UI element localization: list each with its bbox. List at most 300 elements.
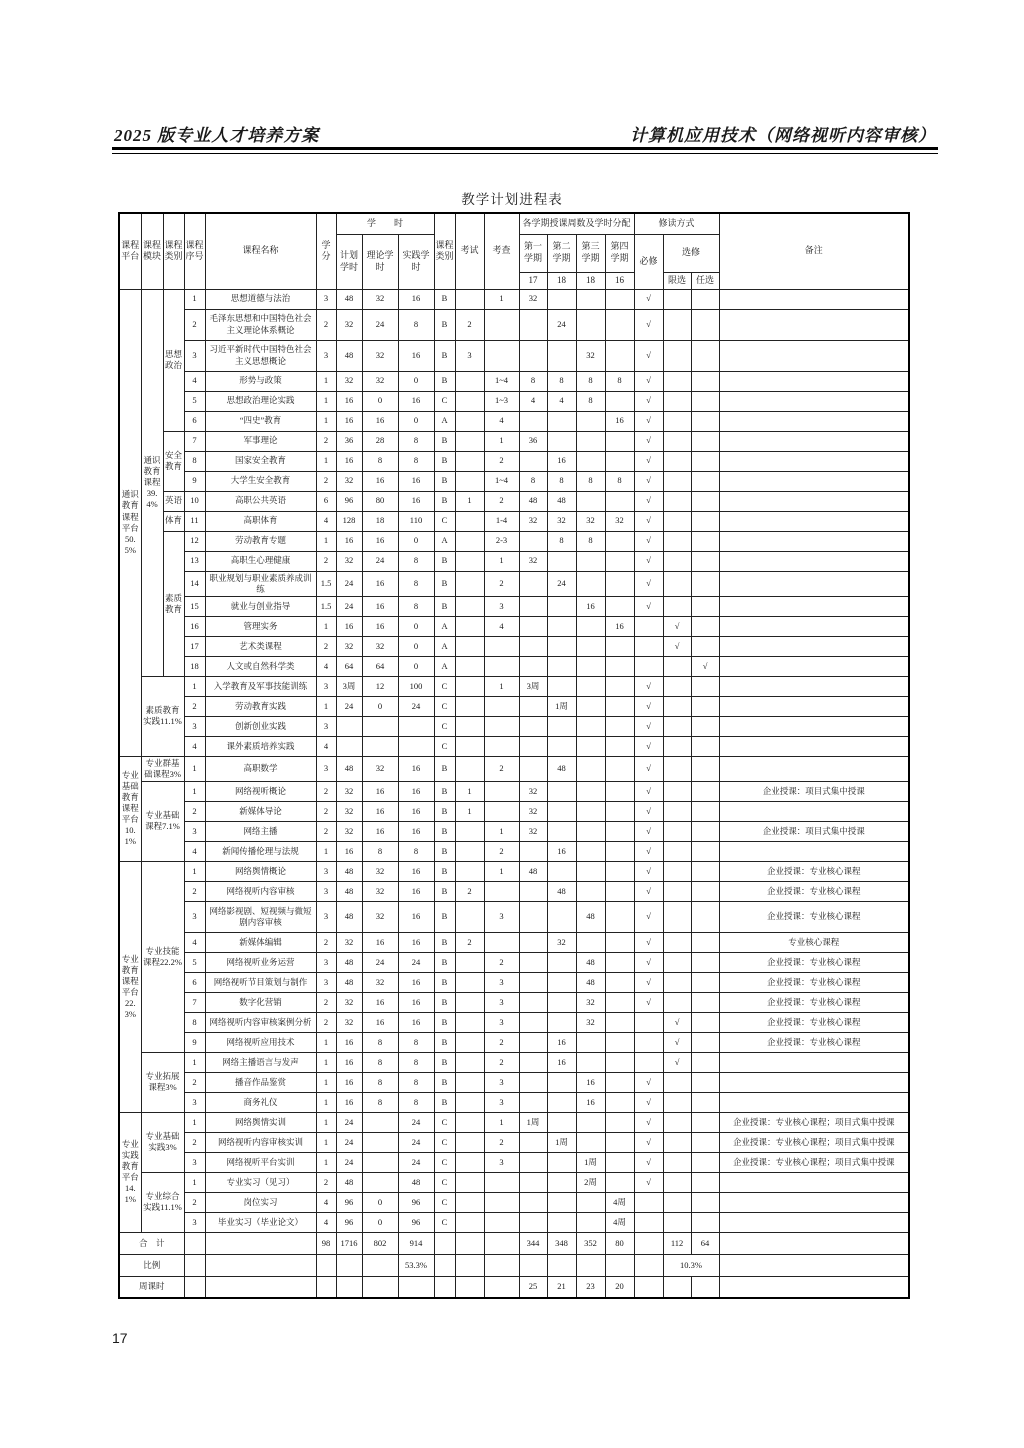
theory-hours-cell: 32 xyxy=(362,340,398,371)
seq-cell: 3 xyxy=(184,1212,205,1232)
course-name-cell: 网络主播语言与发声 xyxy=(205,1052,316,1072)
exam-cell xyxy=(455,676,484,696)
sem3-cell xyxy=(576,932,605,952)
assessment-cell: 4 xyxy=(484,616,519,636)
sem3-cell: 48 xyxy=(576,972,605,992)
sem3-cell: 48 xyxy=(576,952,605,972)
sem2-cell xyxy=(547,676,576,696)
ratio-theory xyxy=(362,1254,398,1276)
required-cell: √ xyxy=(634,972,663,992)
curriculum-table xyxy=(118,212,910,1299)
course-name-cell: 劳动教育专题 xyxy=(205,531,316,551)
credits-cell: 1 xyxy=(316,1052,336,1072)
category-cell: 体育 xyxy=(163,511,184,531)
limited-elective-cell xyxy=(663,972,691,992)
limited-elective-cell xyxy=(663,781,691,801)
practice-hours-cell: 0 xyxy=(398,656,434,676)
sem1-cell xyxy=(519,636,547,656)
required-cell: √ xyxy=(634,1112,663,1132)
module-cell: 专业基础课程7.1% xyxy=(141,781,184,861)
sem4-cell xyxy=(605,992,634,1012)
assessment-cell xyxy=(484,1192,519,1212)
credits-cell: 1 xyxy=(316,531,336,551)
sem2-cell xyxy=(547,1152,576,1172)
theory-hours-cell: 32 xyxy=(362,289,398,309)
required-cell xyxy=(634,636,663,656)
theory-hours-cell: 16 xyxy=(362,992,398,1012)
required-cell: √ xyxy=(634,309,663,340)
sem1-cell xyxy=(519,696,547,716)
sem1-cell xyxy=(519,656,547,676)
free-elective-cell xyxy=(691,756,719,781)
seq-cell: 2 xyxy=(184,696,205,716)
sem1-cell xyxy=(519,901,547,932)
sem4-cell xyxy=(605,676,634,696)
course-type-cell: B xyxy=(434,901,455,932)
free-elective-cell xyxy=(691,952,719,972)
sem2-cell xyxy=(547,801,576,821)
sem3-cell: 16 xyxy=(576,1072,605,1092)
theory-hours-cell xyxy=(362,1132,398,1152)
theory-hours-cell: 0 xyxy=(362,1192,398,1212)
assessment-cell: 3 xyxy=(484,596,519,616)
total-required xyxy=(634,1232,663,1254)
sem4-cell xyxy=(605,431,634,451)
remark-cell xyxy=(719,451,909,471)
free-elective-cell xyxy=(691,716,719,736)
seq-cell: 2 xyxy=(184,309,205,340)
sem1-cell xyxy=(519,451,547,471)
required-cell: √ xyxy=(634,411,663,431)
sem4-cell xyxy=(605,571,634,596)
exam-cell xyxy=(455,371,484,391)
col-header-required: 必修 xyxy=(634,234,663,289)
exam-cell: 2 xyxy=(455,881,484,901)
practice-hours-cell: 16 xyxy=(398,491,434,511)
required-cell: √ xyxy=(634,736,663,756)
theory-hours-cell: 32 xyxy=(362,861,398,881)
col-header-hours-group: 学 时 xyxy=(336,213,434,234)
col-header-planned-hours: 计划学时 xyxy=(336,234,362,289)
module-cell: 专业拓展课程3% xyxy=(141,1052,184,1112)
limited-elective-cell xyxy=(663,340,691,371)
sem2-cell xyxy=(547,1172,576,1192)
sem3-cell: 32 xyxy=(576,1012,605,1032)
course-row xyxy=(119,821,909,841)
required-cell xyxy=(634,1032,663,1052)
seq-cell: 3 xyxy=(184,340,205,371)
col-header-limited: 限选 xyxy=(663,272,691,289)
course-name-cell: 岗位实习 xyxy=(205,1192,316,1212)
credits-cell: 2 xyxy=(316,431,336,451)
course-row xyxy=(119,972,909,992)
planned-hours-cell: 24 xyxy=(336,1112,362,1132)
seq-cell: 2 xyxy=(184,1192,205,1212)
credits-cell: 3 xyxy=(316,972,336,992)
col-header-assessment: 考查 xyxy=(484,213,519,289)
remark-cell: 企业授课：专业核心课程；项目式集中授课 xyxy=(719,1112,909,1132)
weekly-optional xyxy=(691,1276,719,1298)
sem2-cell xyxy=(547,551,576,571)
required-cell xyxy=(634,1052,663,1072)
sem1-cell: 48 xyxy=(519,491,547,511)
planned-hours-cell: 96 xyxy=(336,1192,362,1212)
page-title: 教学计划进程表 xyxy=(461,192,563,207)
exam-cell xyxy=(455,511,484,531)
module-cell: 专业基础实践3% xyxy=(141,1112,184,1172)
col-header-platform: 课程平台 xyxy=(119,213,141,289)
sem4-cell: 4周 xyxy=(605,1212,634,1232)
sem4-cell xyxy=(605,1132,634,1152)
assessment-cell xyxy=(484,340,519,371)
sem1-cell: 8 xyxy=(519,471,547,491)
exam-cell xyxy=(455,1212,484,1232)
limited-elective-cell: √ xyxy=(663,1012,691,1032)
assessment-cell: 1~4 xyxy=(484,371,519,391)
limited-elective-cell xyxy=(663,656,691,676)
required-cell: √ xyxy=(634,992,663,1012)
total-label: 合 计 xyxy=(119,1232,184,1254)
remark-cell xyxy=(719,676,909,696)
limited-elective-cell xyxy=(663,756,691,781)
course-row xyxy=(119,1132,909,1152)
assessment-cell xyxy=(484,309,519,340)
exam-cell xyxy=(455,696,484,716)
theory-hours-cell: 16 xyxy=(362,781,398,801)
sem3-cell: 16 xyxy=(576,1092,605,1112)
assessment-cell: 1 xyxy=(484,1112,519,1132)
sem2-cell: 4 xyxy=(547,391,576,411)
course-type-cell: B xyxy=(434,596,455,616)
required-cell: √ xyxy=(634,841,663,861)
practice-hours-cell: 0 xyxy=(398,636,434,656)
sem4-cell xyxy=(605,596,634,616)
practice-hours-cell: 8 xyxy=(398,1072,434,1092)
sem3-cell xyxy=(576,551,605,571)
theory-hours-cell: 32 xyxy=(362,881,398,901)
exam-cell xyxy=(455,1172,484,1192)
course-type-cell: C xyxy=(434,716,455,736)
assessment-cell: 3 xyxy=(484,972,519,992)
planned-hours-cell: 128 xyxy=(336,511,362,531)
course-row xyxy=(119,1012,909,1032)
planned-hours-cell: 32 xyxy=(336,801,362,821)
remark-cell xyxy=(719,1072,909,1092)
required-cell: √ xyxy=(634,491,663,511)
exam-cell: 2 xyxy=(455,932,484,952)
free-elective-cell xyxy=(691,616,719,636)
limited-elective-cell xyxy=(663,1112,691,1132)
sem1-cell xyxy=(519,309,547,340)
sem2-cell: 16 xyxy=(547,1052,576,1072)
assessment-cell: 4 xyxy=(484,411,519,431)
course-name-cell: 管理实务 xyxy=(205,616,316,636)
practice-hours-cell: 8 xyxy=(398,841,434,861)
remark-cell: 企业授课：项目式集中授课 xyxy=(719,821,909,841)
free-elective-cell xyxy=(691,696,719,716)
planned-hours-cell: 16 xyxy=(336,1032,362,1052)
sem2-cell: 8 xyxy=(547,371,576,391)
credits-cell: 4 xyxy=(316,1212,336,1232)
sem2-cell: 1周 xyxy=(547,1132,576,1152)
planned-hours-cell: 24 xyxy=(336,596,362,616)
sem3-cell xyxy=(576,491,605,511)
course-row xyxy=(119,1192,909,1212)
remark-cell xyxy=(719,391,909,411)
practice-hours-cell: 0 xyxy=(398,531,434,551)
total-sem4: 80 xyxy=(605,1232,634,1254)
remark-cell xyxy=(719,1172,909,1192)
theory-hours-cell: 8 xyxy=(362,1052,398,1072)
total-seq xyxy=(184,1232,205,1254)
sem2-cell xyxy=(547,636,576,656)
course-row xyxy=(119,471,909,491)
practice-hours-cell: 8 xyxy=(398,596,434,616)
planned-hours-cell: 16 xyxy=(336,531,362,551)
assessment-cell: 2 xyxy=(484,952,519,972)
seq-cell: 3 xyxy=(184,1152,205,1172)
exam-cell xyxy=(455,1132,484,1152)
course-name-cell: 毕业实习（毕业论文） xyxy=(205,1212,316,1232)
theory-hours-cell: 8 xyxy=(362,451,398,471)
free-elective-cell xyxy=(691,471,719,491)
course-row xyxy=(119,781,909,801)
credits-cell: 2 xyxy=(316,551,336,571)
col-header-mode-group: 修读方式 xyxy=(634,213,719,234)
sem2-cell xyxy=(547,1092,576,1112)
required-cell: √ xyxy=(634,952,663,972)
sem1-cell xyxy=(519,881,547,901)
theory-hours-cell: 24 xyxy=(362,551,398,571)
course-row xyxy=(119,736,909,756)
seq-cell: 11 xyxy=(184,511,205,531)
sem2-cell xyxy=(547,596,576,616)
course-row xyxy=(119,1052,909,1072)
course-row xyxy=(119,992,909,1012)
sem2-cell: 48 xyxy=(547,756,576,781)
remark-cell xyxy=(719,716,909,736)
course-name-cell: 劳动教育实践 xyxy=(205,696,316,716)
course-row xyxy=(119,676,909,696)
exam-cell xyxy=(455,1092,484,1112)
limited-elective-cell xyxy=(663,491,691,511)
sem1-cell xyxy=(519,1052,547,1072)
course-type-cell: B xyxy=(434,571,455,596)
sem1-cell: 32 xyxy=(519,801,547,821)
free-elective-cell xyxy=(691,932,719,952)
practice-hours-cell: 0 xyxy=(398,616,434,636)
course-type-cell: C xyxy=(434,736,455,756)
course-row xyxy=(119,289,909,309)
total-sem2: 348 xyxy=(547,1232,576,1254)
assessment-cell: 3 xyxy=(484,901,519,932)
seq-cell: 5 xyxy=(184,952,205,972)
sem1-cell: 32 xyxy=(519,289,547,309)
platform-cell: 专业基础教育课程平台10.1% xyxy=(119,756,141,861)
course-row xyxy=(119,656,909,676)
free-elective-cell xyxy=(691,861,719,881)
weekly-hours-row xyxy=(119,1276,909,1298)
sem1-cell xyxy=(519,1012,547,1032)
assessment-cell: 3 xyxy=(484,992,519,1012)
remark-cell xyxy=(719,841,909,861)
credits-cell: 1 xyxy=(316,451,336,471)
remark-cell xyxy=(719,636,909,656)
limited-elective-cell xyxy=(663,431,691,451)
limited-elective-cell xyxy=(663,411,691,431)
sem2-cell xyxy=(547,716,576,736)
planned-hours-cell: 24 xyxy=(336,1132,362,1152)
sem3-cell xyxy=(576,636,605,656)
limited-elective-cell xyxy=(663,511,691,531)
practice-hours-cell: 8 xyxy=(398,309,434,340)
sem4-cell xyxy=(605,636,634,656)
course-type-cell: B xyxy=(434,881,455,901)
remark-cell xyxy=(719,431,909,451)
course-name-cell: 高职生心理健康 xyxy=(205,551,316,571)
col-header-course-name: 课程名称 xyxy=(205,213,316,289)
sem1-cell xyxy=(519,571,547,596)
seq-cell: 4 xyxy=(184,932,205,952)
exam-cell xyxy=(455,636,484,656)
total-course-type xyxy=(434,1232,455,1254)
sem3-cell xyxy=(576,309,605,340)
free-elective-cell xyxy=(691,391,719,411)
total-sem3: 352 xyxy=(576,1232,605,1254)
theory-hours-cell: 32 xyxy=(362,972,398,992)
exam-cell xyxy=(455,471,484,491)
planned-hours-cell: 16 xyxy=(336,1072,362,1092)
exam-cell xyxy=(455,1012,484,1032)
required-cell: √ xyxy=(634,431,663,451)
planned-hours-cell: 16 xyxy=(336,451,362,471)
required-cell: √ xyxy=(634,676,663,696)
sem1-cell xyxy=(519,1092,547,1112)
exam-cell: 1 xyxy=(455,801,484,821)
assessment-cell xyxy=(484,1212,519,1232)
sem3-cell xyxy=(576,616,605,636)
assessment-cell: 2 xyxy=(484,491,519,511)
ratio-sem2 xyxy=(547,1254,576,1276)
course-name-cell: 毛泽东思想和中国特色社会主义理论体系概论 xyxy=(205,309,316,340)
course-row xyxy=(119,431,909,451)
sem1-cell xyxy=(519,411,547,431)
planned-hours-cell xyxy=(336,716,362,736)
course-type-cell: C xyxy=(434,1172,455,1192)
assessment-cell: 1 xyxy=(484,551,519,571)
course-row xyxy=(119,340,909,371)
assessment-cell xyxy=(484,716,519,736)
remark-cell xyxy=(719,1192,909,1212)
sem1-cell: 1周 xyxy=(519,1112,547,1132)
sem1-cell xyxy=(519,972,547,992)
exam-cell xyxy=(455,571,484,596)
sem4-cell xyxy=(605,289,634,309)
limited-elective-cell xyxy=(663,841,691,861)
ratio-planned xyxy=(336,1254,362,1276)
course-name-cell: 就业与创业指导 xyxy=(205,596,316,616)
credits-cell: 1 xyxy=(316,371,336,391)
sem1-cell xyxy=(519,1132,547,1152)
ratio-sem4 xyxy=(605,1254,634,1276)
credits-cell: 1 xyxy=(316,391,336,411)
sem3-cell xyxy=(576,881,605,901)
exam-cell xyxy=(455,431,484,451)
limited-elective-cell: √ xyxy=(663,616,691,636)
free-elective-cell xyxy=(691,371,719,391)
credits-cell: 4 xyxy=(316,656,336,676)
sem1-cell xyxy=(519,932,547,952)
credits-cell: 4 xyxy=(316,736,336,756)
seq-cell: 3 xyxy=(184,716,205,736)
weekly-name xyxy=(205,1276,316,1298)
sem4-cell xyxy=(605,1052,634,1072)
assessment-cell: 2 xyxy=(484,1132,519,1152)
ratio-row xyxy=(119,1254,909,1276)
course-row xyxy=(119,511,909,531)
total-assessment xyxy=(484,1232,519,1254)
course-row xyxy=(119,1212,909,1232)
required-cell: √ xyxy=(634,1072,663,1092)
ratio-sem3 xyxy=(576,1254,605,1276)
header-divider xyxy=(112,147,938,154)
sem1-cell: 32 xyxy=(519,781,547,801)
limited-elective-cell xyxy=(663,801,691,821)
sem2-cell xyxy=(547,861,576,881)
seq-cell: 1 xyxy=(184,1112,205,1132)
sem4-cell xyxy=(605,781,634,801)
assessment-cell xyxy=(484,636,519,656)
course-type-cell: B xyxy=(434,431,455,451)
seq-cell: 14 xyxy=(184,571,205,596)
assessment-cell: 2 xyxy=(484,756,519,781)
total-planned: 1716 xyxy=(336,1232,362,1254)
credits-cell: 2 xyxy=(316,309,336,340)
limited-elective-cell xyxy=(663,716,691,736)
col-header-theory-hours: 理论学时 xyxy=(362,234,398,289)
assessment-cell: 3 xyxy=(484,1152,519,1172)
sem3-cell: 8 xyxy=(576,531,605,551)
theory-hours-cell: 16 xyxy=(362,932,398,952)
sem2-cell: 48 xyxy=(547,491,576,511)
seq-cell: 1 xyxy=(184,1172,205,1192)
required-cell: √ xyxy=(634,1172,663,1192)
course-name-cell: 高职数学 xyxy=(205,756,316,781)
sem3-cell: 32 xyxy=(576,511,605,531)
course-row xyxy=(119,1172,909,1192)
practice-hours-cell: 96 xyxy=(398,1192,434,1212)
sem3-cell xyxy=(576,411,605,431)
sem3-cell xyxy=(576,1032,605,1052)
seq-cell: 2 xyxy=(184,1072,205,1092)
practice-hours-cell: 8 xyxy=(398,451,434,471)
assessment-cell: 2-3 xyxy=(484,531,519,551)
remark-cell xyxy=(719,696,909,716)
theory-hours-cell: 64 xyxy=(362,656,398,676)
weekly-exam xyxy=(455,1276,484,1298)
course-type-cell: B xyxy=(434,861,455,881)
required-cell: √ xyxy=(634,696,663,716)
course-type-cell: C xyxy=(434,1132,455,1152)
course-row xyxy=(119,636,909,656)
remark-cell xyxy=(719,571,909,596)
sem1-cell xyxy=(519,716,547,736)
exam-cell xyxy=(455,531,484,551)
planned-hours-cell: 48 xyxy=(336,289,362,309)
header-right-text: 计算机应用技术（网络视听内容审核） xyxy=(630,126,936,145)
remark-cell xyxy=(719,596,909,616)
sem2-cell xyxy=(547,656,576,676)
